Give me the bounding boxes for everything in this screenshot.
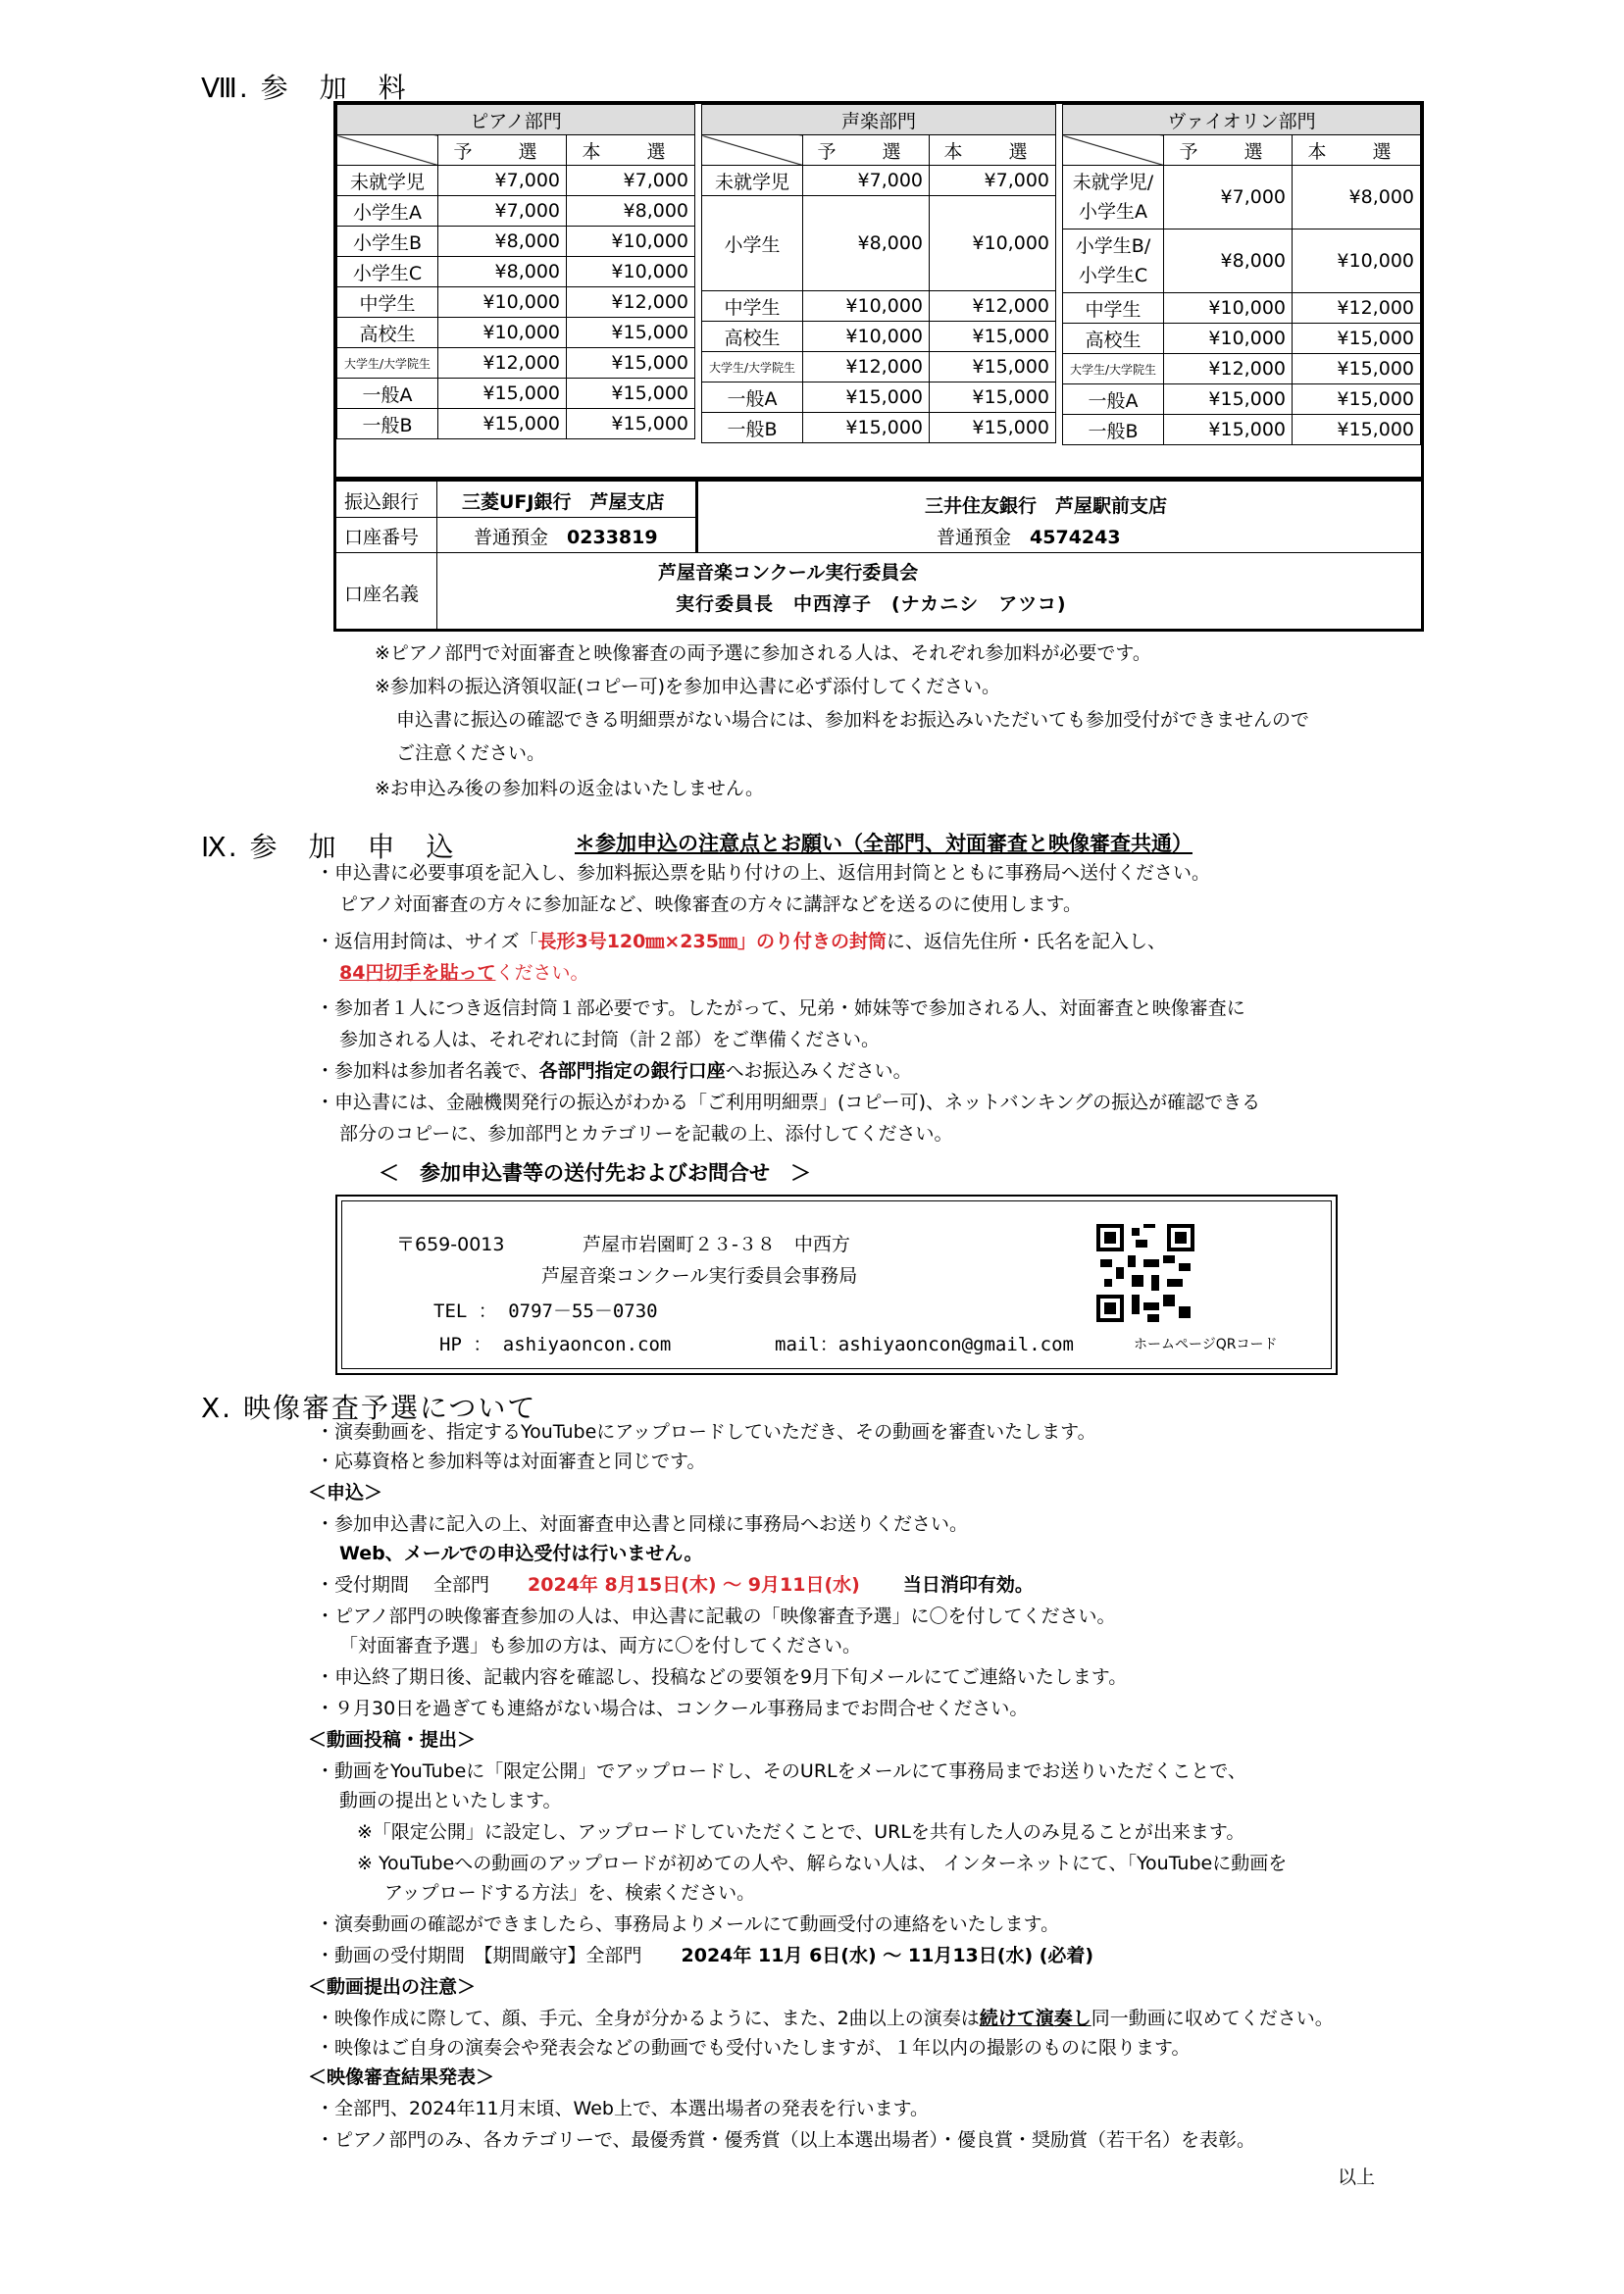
table-row: 小学生B/ 小学生C ¥8,000 ¥10,000	[1063, 229, 1421, 293]
bank-label: 振込銀行	[344, 491, 420, 513]
homepage-link[interactable]: HP ： ashiyaoncon.com	[439, 1334, 672, 1355]
apply-note-5b: 部分のコピーに、参加部門とカテゴリーを記載の上、添付してください。	[339, 1123, 953, 1145]
bank1-account: 0233819	[567, 527, 658, 548]
video-heading-apply: ＜申込＞	[308, 1482, 383, 1504]
video-line-18: ・映像はご自身の演奏会や発表会などの動画でも受付いたしますが、１年以内の撮影のものに限ります。	[316, 2037, 1191, 2059]
table-row: 未就学児 ¥7,000 ¥7,000	[702, 166, 1056, 196]
table-row: 中学生 ¥10,000 ¥12,000	[1063, 293, 1421, 324]
email-link[interactable]: mail：ashiyaoncon@gmail.com	[775, 1334, 1074, 1355]
section-10-title: Ⅹ. 映像審査予選について	[201, 1392, 537, 1424]
table-row: 小学生A ¥7,000 ¥8,000	[337, 196, 695, 227]
address: 芦屋市岩園町２３-３８ 中西方	[583, 1234, 850, 1255]
bank1-name: 三菱UFJ銀行 芦屋支店	[462, 491, 665, 513]
account-holder-label: 口座名義	[344, 584, 420, 605]
bank2-account: 4574243	[1030, 527, 1121, 548]
vocal-fee-table: 声楽部門 予 選 本 選 未就学児 ¥7,000 ¥7,000 小学生 ¥8,000 ¥10,000 中学生 ¥10,000 ¥12,000 高校生 ¥10,000 ¥15,000 大学生/大学院生 ¥12,000 ¥15,000 一般A ¥15,000 ¥15,000 一般B ¥15,000 ¥15,000	[701, 104, 1056, 443]
account-no-label: 口座番号	[344, 527, 420, 548]
video-line-4: Web、メールでの申込受付は行いません。	[339, 1543, 703, 1564]
table-row: 未就学児 ¥7,000 ¥7,000	[337, 166, 695, 196]
table-row: 一般B ¥15,000 ¥15,000	[702, 413, 1056, 443]
video-heading-results: ＜映像審査結果発表＞	[308, 2066, 495, 2088]
table-row: 大学生/大学院生 ¥12,000 ¥15,000	[1063, 354, 1421, 384]
video-line-10: ・動画をYouTubeに「限定公開」でアップロードし、そのURLをメールにて事務局までお送りいただくことで、	[316, 1760, 1246, 1782]
video-line-12: ※「限定公開」に設定し、アップロードしていただくことで、URLを共有した人のみ見ることが出来ます。	[357, 1821, 1245, 1843]
account-holder-1: 芦屋音楽コンクール実行委員会	[658, 562, 919, 584]
apply-note-3: ・参加者１人につき返信封筒１部必要です。したがって、兄弟・姉妹等で参加される人、対面審査と映像審査に	[316, 997, 1245, 1019]
fee-note-5: ※お申込み後の参加料の返金はいたしません。	[375, 778, 765, 799]
account-holder-2: 実行委員長 中西淳子 (ナカニシ アツコ)	[676, 593, 1067, 615]
table-row: 一般A ¥15,000 ¥15,000	[337, 379, 695, 409]
video-line-13: ※ YouTubeへの動画のアップロードが初めての人や、解らない人は、 インターネットにて、「YouTubeに動画を	[357, 1853, 1288, 1874]
violin-header: ヴァイオリン部門	[1063, 105, 1421, 135]
qr-caption: ホームページQRコード	[1134, 1337, 1278, 1352]
contact-box	[335, 1195, 1338, 1375]
fee-table-frame	[333, 101, 1424, 480]
video-line-1: ・演奏動画を、指定するYouTubeにアップロードしていただき、その動画を審査いたします。	[316, 1421, 1096, 1443]
video-line-3: ・参加申込書に記入の上、対面審査申込書と同様に事務局へお送りください。	[316, 1513, 969, 1535]
qr-code-icon[interactable]	[1096, 1224, 1194, 1322]
postal-code: 〒659-0013	[396, 1234, 505, 1255]
bank2-name: 三井住友銀行 芦屋駅前支店	[925, 495, 1168, 517]
video-line-20: ・ピアノ部門のみ、各カテゴリーで、最優秀賞・優秀賞（以上本選出場者）・優良賞・奨励賞（若干名）を表彰。	[316, 2129, 1255, 2151]
table-row: 小学生B ¥8,000 ¥10,000	[337, 227, 695, 257]
video-line-8: ・申込終了期日後、記載内容を確認し、投稿などの要領を9月下旬メールにてご連絡いたします。	[316, 1666, 1128, 1688]
apply-note-1: ・申込書に必要事項を記入し、参加料振込票を貼り付けの上、返信用封筒とともに事務局へ送付ください。	[316, 862, 1211, 884]
table-row: 中学生 ¥10,000 ¥12,000	[702, 291, 1056, 322]
contact-title: ＜ 参加申込書等の送付先およびお問合せ ＞	[379, 1161, 811, 1185]
section-8-title: Ⅷ. 参 加 料	[201, 72, 408, 104]
section-9-subtitle: ＊参加申込の注意点とお願い（全部門、対面審査と映像審査共通）	[575, 832, 1193, 855]
table-row: 大学生/大学院生 ¥12,000 ¥15,000	[337, 348, 695, 379]
violin-fee-table: ヴァイオリン部門 予 選 本 選 未就学児/ 小学生A ¥7,000 ¥8,000 小学生B/ 小学生C ¥8,000 ¥10,000 中学生 ¥10,000 ¥12,000 高校生 ¥10,000 ¥15,000 大学生/大学院生 ¥12,000 ¥15,000 一般A ¥15,000 ¥15,000 一般B ¥15,000 ¥15,000	[1062, 104, 1421, 445]
apply-note-3b: 参加される人は、それぞれに封筒（計２部）をご準備ください。	[339, 1029, 881, 1050]
table-row: 小学生C ¥8,000 ¥10,000	[337, 257, 695, 287]
bank-info-box: 振込銀行 口座番号 口座名義 三菱UFJ銀行 芦屋支店 普通預金 0233819 三井住友銀行 芦屋駅前支店 普通預金 4574243 芦屋音楽コンクール実行委員会 実行委員長 中西淳子 (ナカニシ アツコ)	[333, 479, 1424, 632]
office-name: 芦屋音楽コンクール実行委員会事務局	[541, 1265, 858, 1287]
video-line-19: ・全部門、2024年11月末頃、Web上で、本選出場者の発表を行います。	[316, 2098, 930, 2119]
video-line-2: ・応募資格と参加料等は対面審査と同じです。	[316, 1451, 706, 1472]
section-9-title: Ⅸ. 参 加 申 込	[201, 831, 456, 863]
video-line-9: ・９月30日を過ぎても連絡がない場合は、コンクール事務局までお問合せください。	[316, 1698, 1029, 1719]
fee-note-2: ※参加料の振込済領収証(コピー可)を参加申込書に必ず添付してください。	[375, 676, 1000, 697]
apply-note-1b: ピアノ対面審査の方々に参加証など、映像審査の方々に講評などを送るのに使用します。	[339, 893, 1082, 915]
apply-note-2: ・返信用封筒は、サイズ「長形3号120㎜×235㎜」のり付きの封筒に、返信先住所・氏名を記入し、	[316, 931, 1166, 952]
prelim-label: 予 選	[438, 135, 567, 166]
video-line-6: ・ピアノ部門の映像審査参加の人は、申込書に記載の「映像審査予選」に〇を付してください。	[316, 1606, 1116, 1627]
fee-note-1: ※ピアノ部門で対面審査と映像審査の両予選に参加される人は、それぞれ参加料が必要です。	[375, 642, 1151, 664]
table-row: 高校生 ¥10,000 ¥15,000	[702, 322, 1056, 352]
table-row: 一般B ¥15,000 ¥15,000	[337, 409, 695, 439]
table-row: 小学生 ¥8,000 ¥10,000	[702, 196, 1056, 291]
video-line-17: ・映像作成に際して、顔、手元、全身が分かるように、また、2曲以上の演奏は続けて演奏し同一動画に収めてください。	[316, 2008, 1334, 2029]
table-row: 一般B ¥15,000 ¥15,000	[1063, 415, 1421, 445]
apply-note-5: ・申込書には、金融機関発行の振込がわかる「ご利用明細票」(コピー可)、ネットバンキングの振込が確認できる	[316, 1092, 1261, 1113]
table-row: 未就学児/ 小学生A ¥7,000 ¥8,000	[1063, 166, 1421, 229]
video-heading-submit: ＜動画投稿・提出＞	[308, 1729, 477, 1751]
video-heading-notice: ＜動画提出の注意＞	[308, 1976, 477, 1998]
phone: TEL ： 0797－55－0730	[433, 1300, 658, 1322]
table-row: 中学生 ¥10,000 ¥12,000	[337, 287, 695, 318]
end-mark: 以上	[1338, 2167, 1376, 2188]
video-line-11: 動画の提出といたします。	[339, 1790, 562, 1811]
fee-note-3: 申込書に振込の確認できる明細票がない場合には、参加料をお振込みいただいても参加受付ができませんので	[396, 709, 1310, 731]
video-line-16: ・動画の受付期間 【期間厳守】全部門 2024年 11月 6日(水) ～ 11月13日(水) (必着)	[316, 1945, 1094, 1966]
piano-fee-table	[336, 104, 695, 439]
table-row: 一般A ¥15,000 ¥15,000	[1063, 384, 1421, 415]
video-line-7: 「対面審査予選」も参加の方は、両方に〇を付してください。	[339, 1635, 862, 1657]
table-row: 高校生 ¥10,000 ¥15,000	[1063, 324, 1421, 354]
fee-note-4: ご注意ください。	[396, 742, 546, 764]
final-label: 本 選	[567, 135, 695, 166]
video-line-14: アップロードする方法」を、検索ください。	[384, 1882, 756, 1904]
video-line-5: ・受付期間 全部門 2024年 8月15日(木) ～ 9月11日(水) 当日消印有効。	[316, 1574, 1034, 1596]
apply-note-4: ・参加料は参加者名義で、各部門指定の銀行口座へお振込みください。	[316, 1060, 912, 1082]
apply-note-2b: 84円切手を貼ってください。	[339, 962, 589, 984]
table-row: 大学生/大学院生 ¥12,000 ¥15,000	[702, 352, 1056, 382]
table-row: 一般A ¥15,000 ¥15,000	[702, 382, 1056, 413]
table-row: 高校生 ¥10,000 ¥15,000	[337, 318, 695, 348]
vocal-header: 声楽部門	[702, 105, 1056, 135]
piano-header: ピアノ部門	[337, 105, 695, 135]
video-line-15: ・演奏動画の確認ができましたら、事務局よりメールにて動画受付の連絡をいたします。	[316, 1913, 1060, 1935]
